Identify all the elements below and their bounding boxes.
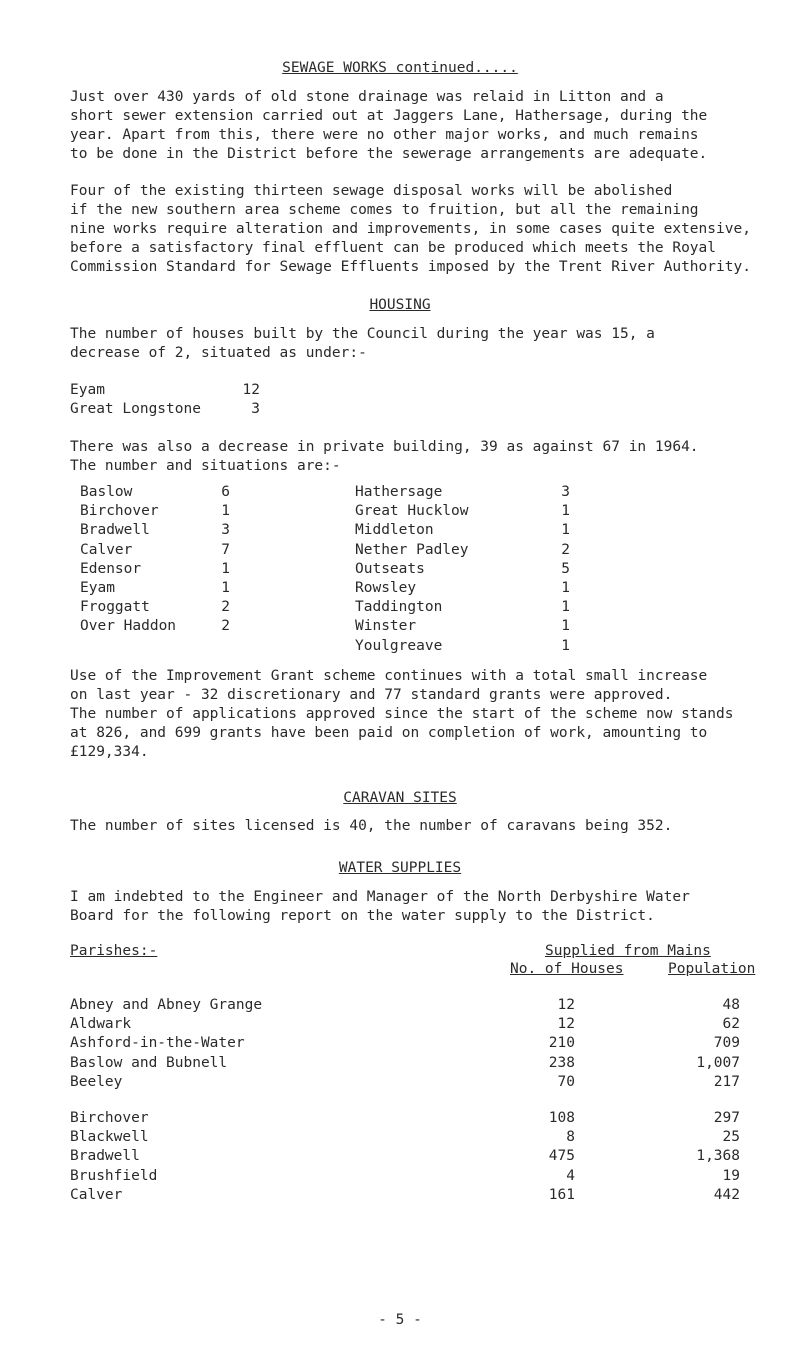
water-population: 48 xyxy=(722,997,740,1013)
private-place: Calver xyxy=(80,541,133,558)
housing-heading: HOUSING xyxy=(369,297,431,313)
water-parish: Brushfield xyxy=(70,1167,158,1184)
caravan-text: The number of sites licensed is 40, the number of caravans being 352. xyxy=(70,818,673,834)
private-place: Froggatt xyxy=(80,599,150,616)
supplied-from-mains-header: Supplied from Mains xyxy=(545,943,711,959)
private-place: Taddington xyxy=(355,599,443,616)
sewage-paragraph-1: Just over 430 yards of old stone drainage was relaid in Litton and a short sewer extension carried out at Jaggers Lane, Hathersage, during the year. Apart from this, there were no other major works, and much remains to be done in the District before the sewerage arrangements are adequate. xyxy=(70,89,708,162)
water-houses: 210 xyxy=(548,1035,575,1052)
private-place: Baslow xyxy=(80,484,133,500)
water-population: 217 xyxy=(713,1073,740,1090)
private-place: Edensor xyxy=(80,560,142,577)
water-population: 1,007 xyxy=(696,1054,740,1071)
private-place: Birchover xyxy=(80,503,159,520)
private-place: Eyam xyxy=(80,580,115,596)
water-houses: 4 xyxy=(566,1167,575,1184)
water-houses: 238 xyxy=(548,1054,575,1071)
private-place: Great Hucklow xyxy=(355,503,469,520)
private-place: Over Haddon xyxy=(80,618,177,635)
private-count: 1 xyxy=(221,560,230,577)
private-place: Outseats xyxy=(355,560,425,577)
water-houses: 161 xyxy=(548,1186,575,1203)
water-population: 709 xyxy=(713,1035,740,1052)
council-count: 12 xyxy=(242,382,260,398)
private-place: Hathersage xyxy=(355,484,443,500)
page-number: - 5 - xyxy=(378,1312,422,1328)
water-population: 25 xyxy=(722,1129,740,1146)
private-count: 2 xyxy=(221,599,230,616)
water-population: 442 xyxy=(713,1186,740,1203)
council-count: 3 xyxy=(251,401,260,417)
private-count: 7 xyxy=(221,541,230,558)
private-place: Bradwell xyxy=(80,522,150,539)
private-place: Nether Padley xyxy=(355,541,469,558)
private-count: 1 xyxy=(561,618,570,635)
council-place: Eyam xyxy=(70,382,105,398)
private-count: 3 xyxy=(221,522,230,539)
water-parish: Bradwell xyxy=(70,1148,140,1165)
improvement-grants-paragraph: Use of the Improvement Grant scheme continues with a total small increase on last year - 32 discretionary and 77 standard grants were approved. The number of applications approved since the start of the scheme now stands at 826, and 699 grants have been paid on completion of work, amounting to £129,334. xyxy=(70,668,734,760)
private-count: 1 xyxy=(561,522,570,539)
water-houses: 475 xyxy=(548,1148,575,1165)
private-count: 1 xyxy=(561,503,570,520)
private-building-intro: There was also a decrease in private building, 39 as against 67 in 1964. The number and situations are:- xyxy=(70,439,699,474)
private-count: 1 xyxy=(561,599,570,616)
water-parish: Ashford-in-the-Water xyxy=(70,1035,245,1052)
water-population: 62 xyxy=(722,1016,740,1033)
private-place: Rowsley xyxy=(355,580,417,596)
parishes-column-header: Parishes:- xyxy=(70,943,158,959)
caravan-heading: CARAVAN SITES xyxy=(343,790,457,806)
water-parish: Aldwark xyxy=(70,1016,132,1033)
private-place: Youlgreave xyxy=(355,637,443,654)
water-houses: 12 xyxy=(557,1016,575,1033)
water-houses: 108 xyxy=(548,1110,575,1126)
council-place: Great Longstone xyxy=(70,401,201,417)
water-population: 1,368 xyxy=(696,1148,740,1165)
water-parish: Abney and Abney Grange xyxy=(70,997,263,1013)
private-count: 1 xyxy=(221,580,230,596)
private-count: 1 xyxy=(561,637,570,654)
sewage-heading: SEWAGE WORKS continued..... xyxy=(282,60,518,76)
housing-intro: The number of houses built by the Council during the year was 15, a decrease of 2, situated as under:- xyxy=(70,326,655,361)
private-place: Winster xyxy=(355,618,417,635)
water-population: 297 xyxy=(713,1110,740,1126)
private-count: 3 xyxy=(561,484,570,500)
private-count: 6 xyxy=(221,484,230,500)
private-count: 1 xyxy=(561,580,570,596)
houses-column-header: No. of Houses xyxy=(510,961,624,977)
water-parish: Baslow and Bubnell xyxy=(70,1054,228,1071)
water-houses: 8 xyxy=(566,1129,575,1146)
water-houses: 12 xyxy=(557,997,575,1013)
water-intro: I am indebted to the Engineer and Manager of the North Derbyshire Water Board for the following report on the water supply to the District. xyxy=(70,889,690,924)
private-count: 2 xyxy=(221,618,230,635)
water-houses: 70 xyxy=(557,1073,575,1090)
water-parish: Blackwell xyxy=(70,1129,149,1146)
water-heading: WATER SUPPLIES xyxy=(338,860,462,876)
population-column-header: Population xyxy=(668,961,756,977)
water-parish: Calver xyxy=(70,1186,123,1203)
sewage-paragraph-2: Four of the existing thirteen sewage disposal works will be abolished if the new southern area scheme comes to fruition, but all the remaining nine works require alteration and improvements, in some cases quite extensive, before a satisfactory final effluent can be produced which meets the Royal Commission Standard for Sewage Effluents imposed by the Trent River Authority. xyxy=(70,183,751,275)
private-count: 1 xyxy=(221,503,230,520)
water-parish: Birchover xyxy=(70,1110,149,1126)
water-population: 19 xyxy=(722,1167,740,1184)
private-place: Middleton xyxy=(355,522,434,539)
private-count: 5 xyxy=(561,560,570,577)
water-parish: Beeley xyxy=(70,1073,123,1090)
private-count: 2 xyxy=(561,541,570,558)
